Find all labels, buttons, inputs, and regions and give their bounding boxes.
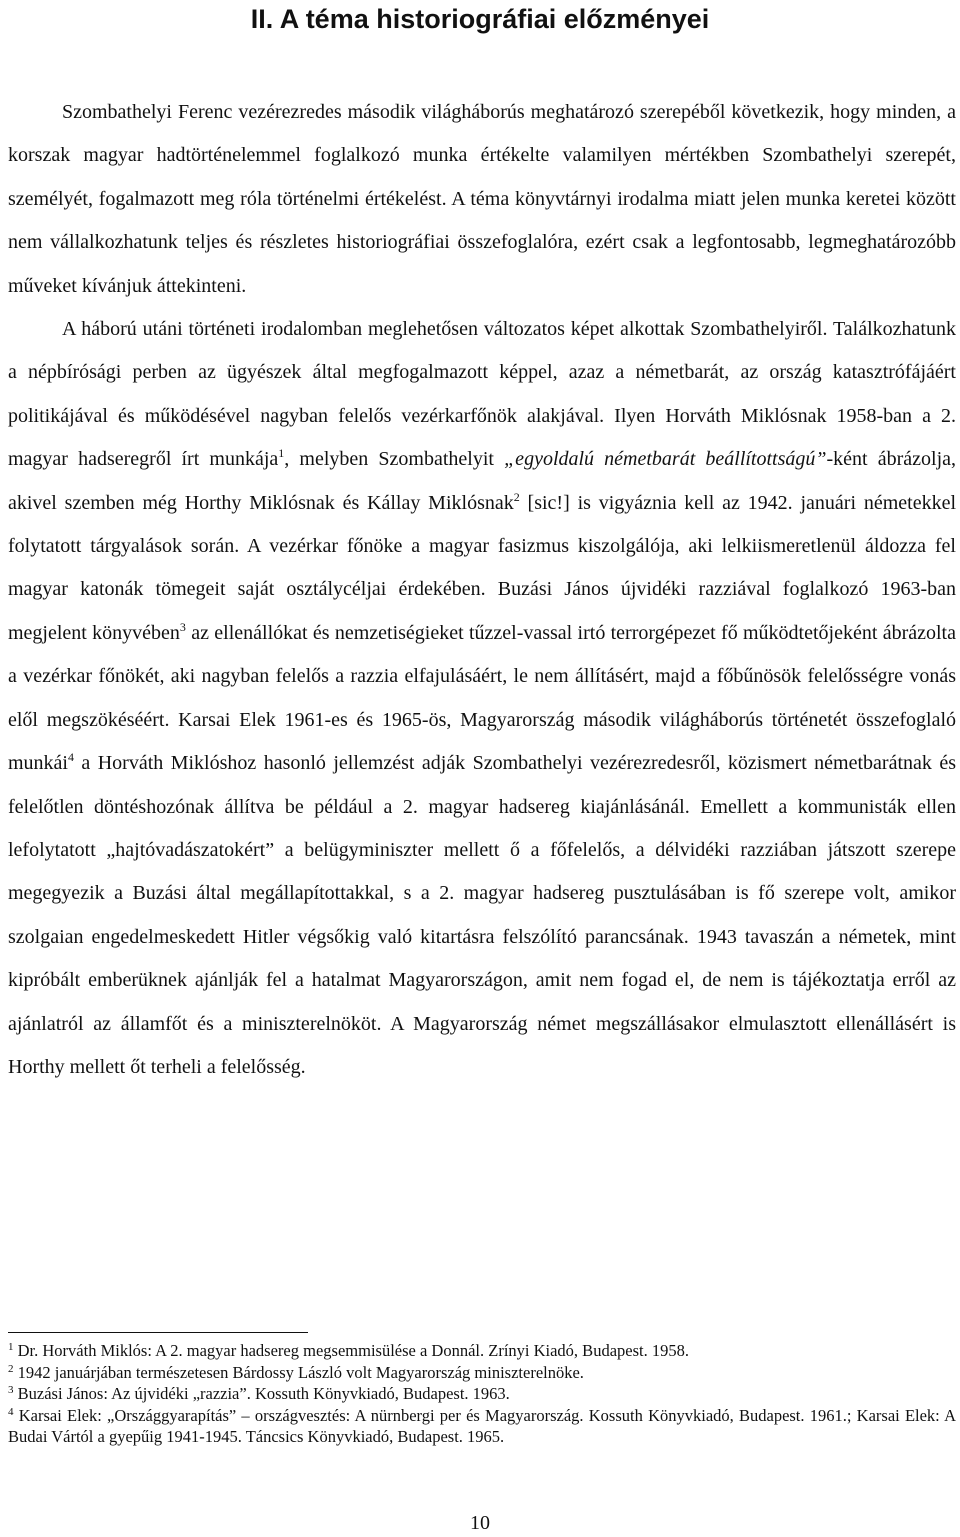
- footnote-4: [8, 1405, 956, 1448]
- footnote-number: 2: [8, 1362, 14, 1375]
- footnote-number: 3: [8, 1384, 14, 1396]
- paragraph-2-text: a Horváth Miklóshoz hasonló jellemzést adják Szombathelyi vezérezredesről, közismert németbarátnak és felelőtlen döntéshozónak állítva be például a 2. magyar hadsereg kiajánlásánál. Emellett a kommunisták ellen lefolytatott „hajtóvadászatokért” a belügyminiszter mellett ő a főfelelős, a délvidéki razziában játszott szerepe megegyezik a Buzási által megállapítottakkal, s a 2. magyar hadsereg pusztulásában is fő szerepe volt, amikor szolgaian engedelmeskedett Hitler végsőkig való kitartásra felszólító parancsának. 1943 tavaszán a németek, mint kipróbált emberüknek ajánlják fel a hatalmat Magyarországon, amit nem fogad el, de nem is tájékoztatja erről az ajánlatról az államfőt és a miniszterelnököt. A Magyarország német megszállásakor elmulasztott ellenállásért is Horthy mellett őt terheli a felelősség.: [8, 752, 956, 1078]
- footnote-separator: [8, 1332, 308, 1333]
- footnotes: [8, 1340, 956, 1448]
- footnote-text: Karsai Elek: „Országgyarapítás” – országvesztés: A nürnbergi per és Magyarország. Kossuth Könyvkiadó, Budapest. 1961.; Karsai Elek: A Budai Vártól a gyepűig 1941-1945. Táncsics Könyvkiadó, Budapest. 1965.: [8, 1405, 956, 1446]
- footnote-ref-3: 3: [179, 619, 186, 634]
- footnote-ref-1: 1: [278, 446, 285, 461]
- paragraph-2-text: A háború utáni történeti irodalomban meglehetősen változatos képet alkottak Szombathelyiről. Találkozhatunk a népbírósági perben az ügyészek által megfogalmazott képpel, azaz a németbarát, az ország katasztrófájáért politikájával és működésével nagyban felelős vezérkarfőnök alakjával. Ilyen Horváth Miklósnak 1958-ban a 2. magyar hadseregről írt munkája: [8, 318, 956, 471]
- footnote-ref-4: 4: [68, 750, 74, 765]
- footnote-number: 4: [8, 1405, 14, 1418]
- footnote-text: Buzási János: Az újvidéki „razzia”. Kossuth Könyvkiadó, Budapest. 1963.: [17, 1384, 510, 1403]
- paragraph-1: Szombathelyi Ferenc vezérezredes második világháborús meghatározó szerepéből következik, hogy minden, a korszak magyar hadtörténelemmel foglalkozó munka értékelte valamilyen mértékben Szombathelyi szerepét, személyét, fogalmazott meg róla történelmi értékelést. A téma könyvtárnyi irodalma miatt jelen munka keretei között nem vállalkozhatunk teljes és részletes historiográfiai összefoglalóra, ezért csak a legfontosabb, legmeghatározóbb műveket kívánjuk áttekinteni.: [8, 101, 956, 297]
- page-number: 10: [470, 1512, 490, 1534]
- footnote-ref-2: 2: [513, 489, 520, 504]
- paragraph-2-text: -ként ábrázolja, akivel szemben még Horthy Miklósnak és Kállay Miklósnak: [8, 448, 957, 514]
- paragraph-2-text: [sic!] is vigyáznia kell az 1942. januári németekkel folytatott tárgyalások során. A vezérkar főnöke a magyar fasizmus kiszolgálója, aki lelkiismeretlenül áldozza fel magyar katonák tömegeit saját osztálycéljai érdekében. Buzási János újvidéki razziával foglalkozó 1963-ban megjelent könyvében: [8, 491, 956, 644]
- quoted-phrase: „egyoldalú németbarát beállítottságú”: [504, 448, 827, 471]
- footnote-1: [8, 1340, 956, 1362]
- footnote-2: [8, 1362, 956, 1384]
- footnote-3: [8, 1383, 956, 1405]
- footnote-text: Dr. Horváth Miklós: A 2. magyar hadsereg megsemmisülése a Donnál. Zrínyi Kiadó, Budapest. 1958.: [17, 1341, 689, 1360]
- page-title: II. A téma historiográfiai előzményei: [250, 4, 710, 34]
- footnote-text: 1942 januárjában természetesen Bárdossy László volt Magyarország miniszterelnöke.: [17, 1362, 584, 1382]
- paragraph-2-text: , melyben Szombathelyit: [284, 448, 505, 471]
- paragraph-2: [8, 308, 956, 1089]
- footnote-number: 1: [8, 1341, 14, 1353]
- paragraph-2-text: az ellenállókat és nemzetiségieket tűzzel-vassal irtó terrorgépezet fő működtetőjeként ábrázolta a vezérkar főnökét, aki nagyban felelős a razzia elfajulásáért, le nem állításért, majd a főbűnösök felelősségre vonás elől megszökéséért. Karsai Elek 1961-es és 1965-ös, Magyarország második világháborús történetét összefoglaló munkái: [8, 621, 956, 775]
- body-text: [8, 91, 956, 1089]
